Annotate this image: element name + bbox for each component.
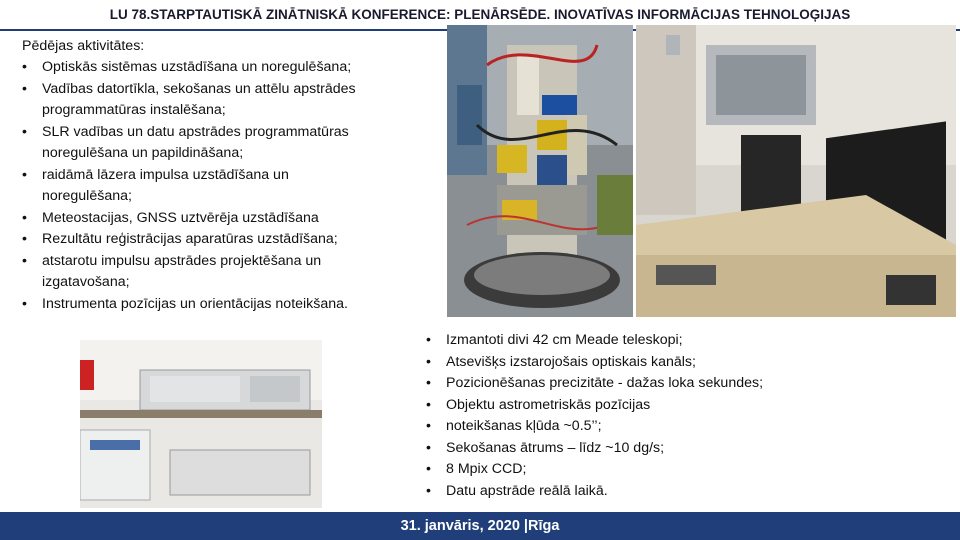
footer-date-location: 31. janvāris, 2020 |Rīga <box>400 518 560 534</box>
telescope-electronics-photo <box>447 25 633 317</box>
list-item: • Instrumenta pozīcijas un orientācijas noteikšana. <box>18 294 418 316</box>
control-room-photo <box>636 25 956 317</box>
list-item: • Optiskās sistēmas uzstādīšana un noregulēšana; <box>18 57 418 79</box>
list-item: • Vadības datortīkla, sekošanas un attēlu apstrādes programmatūras instalēšana; <box>18 79 412 122</box>
specs-list <box>422 330 842 502</box>
laser-equipment-photo <box>80 340 322 508</box>
list-item: • Pozicionēšanas precizitāte - dažas loka sekundes; <box>422 373 842 395</box>
slide-title: LU 78.STARPTAUTISKĀ ZINĀTNISKĀ KONFERENCE: PLENĀRSĒDE. INOVATĪVAS INFORMĀCIJAS TEHNOLOĢIJAS <box>0 0 960 30</box>
list-item: • SLR vadības un datu apstrādes programmatūras noregulēšana un papildināšana; <box>18 122 402 165</box>
list-item: • Atsevišķs izstarojošais optiskais kanāls; <box>422 352 842 374</box>
list-item: • Sekošanas ātrums – līdz ~10 dg/s; <box>422 438 842 460</box>
activities-heading: Pēdējas aktivitātes: <box>22 38 145 54</box>
list-item: • 8 Mpix CCD; <box>422 459 842 481</box>
list-item: • Datu apstrāde reālā laikā. <box>422 481 842 503</box>
list-item: • raidāmā lāzera impulsa uzstādīšana un noregulēšana; <box>18 165 342 208</box>
list-item: • atstarotu impulsu apstrādes projektēšana un izgatavošana; <box>18 251 402 294</box>
list-item: • Meteostacijas, GNSS uztvērēja uzstādīšana <box>18 208 418 230</box>
list-item: • Izmantoti divi 42 cm Meade teleskopi; <box>422 330 842 352</box>
list-item: • noteikšanas kļūda ~0.5’’; <box>422 416 842 438</box>
activities-list <box>18 57 418 315</box>
list-item: • Objektu astrometriskās pozīcijas <box>422 395 842 417</box>
list-item: • Rezultātu reģistrācijas aparatūras uzstādīšana; <box>18 229 418 251</box>
footer-bar <box>0 512 960 540</box>
